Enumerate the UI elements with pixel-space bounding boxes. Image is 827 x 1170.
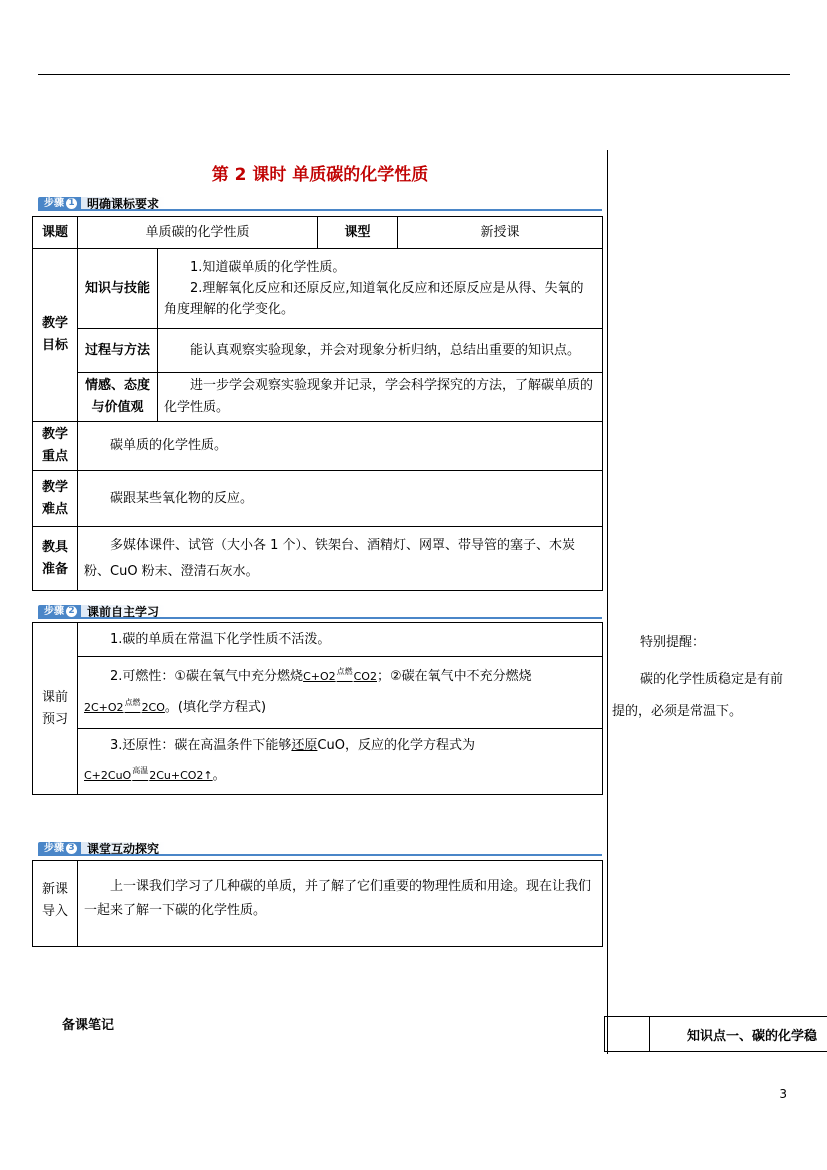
- goal-label-emotion: 情感、态度与价值观: [78, 373, 158, 422]
- preview-item-1: 1.碳的单质在常温下化学性质不活泼。: [78, 623, 603, 657]
- step-label: 课前自主学习: [81, 605, 165, 619]
- top-rule: [38, 74, 790, 75]
- column-divider: [607, 150, 608, 1054]
- goal-emotion: 进一步学会观察实验现象并记录，学会科学探究的方法，了解碳单质的化学性质。: [158, 373, 603, 422]
- goal-label-knowledge: 知识与技能: [78, 249, 158, 329]
- note-text: 碳的化学性质稳定是有前提的，必须是常温下。: [612, 672, 784, 719]
- type-value: 新授课: [398, 217, 603, 249]
- topic-label: 课题: [33, 217, 78, 249]
- step-3-header: [38, 841, 602, 856]
- key-value: 碳单质的化学性质。: [78, 422, 603, 471]
- page-number: 3: [779, 1087, 787, 1101]
- note-title: 特别提醒：: [640, 635, 706, 650]
- preview-item-2: 2.可燃性：①碳在氧气中充分燃烧$C+O2^{点燃}CO2$；②碳在氧气中不充分燃烧 $2C+O2^{点燃}2CO$。(填化学方程式): [78, 657, 603, 729]
- intro-text: 上一课我们学习了几种碳的单质，并了解了它们重要的物理性质和用途。现在让我们一起来了解一下碳的化学性质。: [78, 861, 603, 947]
- lesson-info-table: [32, 216, 603, 591]
- goal-process: 能认真观察实验现象，并会对现象分析归纳，总结出重要的知识点。: [158, 329, 603, 373]
- step-badge: 步骤 3: [38, 842, 81, 856]
- tools-value: 多媒体课件、试管（大小各 1 个）、铁架台、酒精灯、网罩、带导管的塞子、木炭粉、CuO 粉末、澄清石灰水。: [78, 527, 603, 591]
- preview-item-3: 3.还原性：碳在高温条件下能够还原CuO，反应的化学方程式为 C+2CuO$^{高温}$2Cu+CO2↑。: [78, 729, 603, 795]
- type-label: 课型: [318, 217, 398, 249]
- step-label: 课堂互动探究: [81, 842, 165, 856]
- difficulty-label: 教学难点: [33, 471, 78, 527]
- knowledge-point-title: 知识点一、碳的化学稳: [687, 1029, 818, 1044]
- intro-table: [32, 860, 603, 947]
- page-title: 第 2 课时 单质碳的化学性质: [211, 165, 429, 185]
- step-label: 明确课标要求: [81, 197, 165, 211]
- topic-value: 单质碳的化学性质: [78, 217, 318, 249]
- step-badge: 步骤 2: [38, 605, 81, 619]
- knowledge-point-box: [604, 1016, 827, 1052]
- preview-label: 课前预习: [33, 623, 78, 795]
- step-1-header: [38, 196, 602, 211]
- goals-label: 教学目标: [33, 249, 78, 422]
- goal-label-process: 过程与方法: [78, 329, 158, 373]
- key-label: 教学重点: [33, 422, 78, 471]
- intro-label: 新课导入: [33, 861, 78, 947]
- preview-table: [32, 622, 603, 795]
- step-badge: 步骤 1: [38, 197, 81, 211]
- tools-label: 教具准备: [33, 527, 78, 591]
- step-2-header: [38, 604, 602, 619]
- difficulty-value: 碳跟某些氧化物的反应。: [78, 471, 603, 527]
- goal-knowledge: 1.知道碳单质的化学性质。 2.理解氧化反应和还原反应,知道氧化反应和还原反应是从得、失氧的角度理解的化学变化。: [158, 249, 603, 329]
- prep-notes-label: 备课笔记: [62, 1018, 115, 1033]
